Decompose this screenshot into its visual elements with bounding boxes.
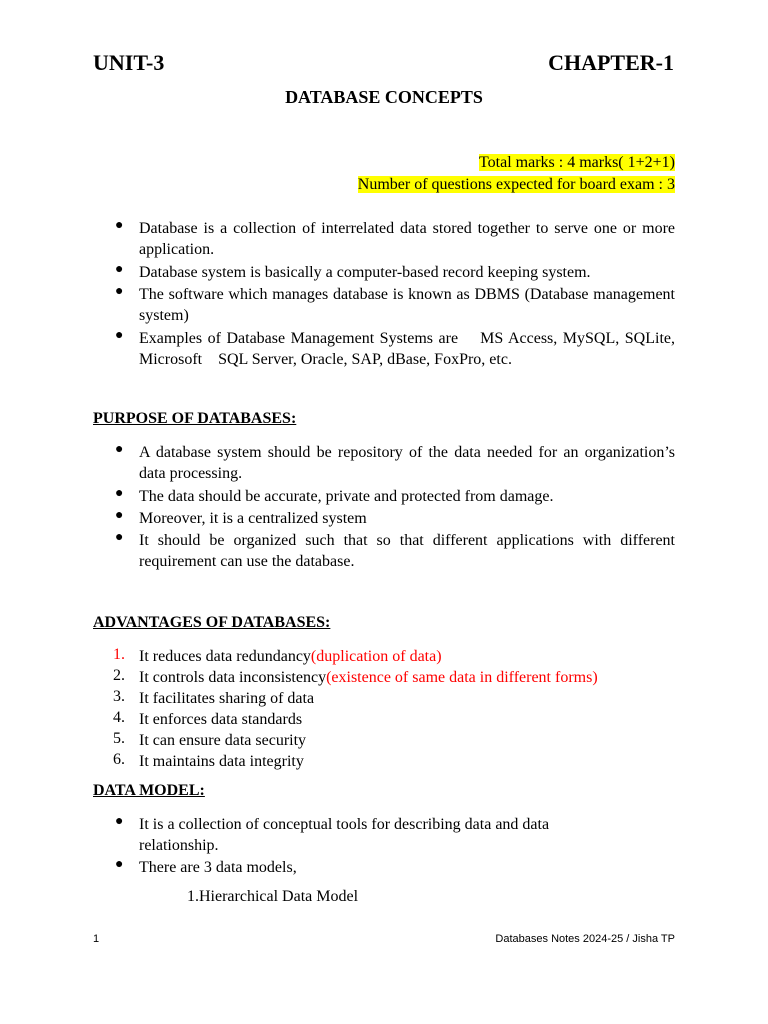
list-item-text: Moreover, it is a centralized system bbox=[139, 510, 367, 527]
footer-note: Databases Notes 2024-25 / Jisha TP bbox=[495, 933, 675, 945]
questions-expected-text: Number of questions expected for board exam : 3 bbox=[357, 176, 675, 193]
list-item-text bbox=[139, 646, 675, 667]
bullet-dot-icon: ● bbox=[115, 218, 124, 233]
bullet-dot-icon: ● bbox=[115, 486, 124, 501]
bullet-dot-icon: ● bbox=[115, 814, 124, 829]
list-item-text: There are 3 data models, bbox=[139, 859, 297, 876]
list-item-number: 4. bbox=[113, 709, 125, 726]
purpose-heading: PURPOSE OF DATABASES: bbox=[93, 410, 297, 427]
data-model-heading: DATA MODEL: bbox=[93, 782, 205, 799]
list-item-number: 2. bbox=[113, 667, 125, 684]
bullet-dot-icon: ● bbox=[115, 284, 124, 299]
bullet-dot-icon: ● bbox=[115, 328, 124, 343]
list-item-text: It enforces data standards bbox=[139, 711, 303, 728]
list-item-number: 5. bbox=[113, 730, 125, 747]
list-item-text: It maintains data integrity bbox=[139, 753, 304, 770]
unit-label: UNIT-3 bbox=[93, 50, 165, 75]
list-item-text: A database system should be repository of the data needed for an organization’s data processing. bbox=[139, 444, 675, 482]
advantages-heading: ADVANTAGES OF DATABASES: bbox=[93, 614, 331, 631]
questions-expected bbox=[358, 176, 675, 194]
list-item-text: The software which manages database is known as DBMS (Database management system) bbox=[139, 286, 675, 324]
advantage-note: (duplication of data) bbox=[310, 648, 442, 665]
chapter-label: CHAPTER-1 bbox=[548, 50, 674, 75]
list-item-text: It is a collection of conceptual tools for describing data and data relationship. bbox=[139, 816, 550, 854]
bullet-dot-icon: ● bbox=[115, 857, 124, 872]
bullet-dot-icon: ● bbox=[115, 508, 124, 523]
list-item-text: It can ensure data security bbox=[139, 732, 307, 749]
list-item-number: 6. bbox=[113, 751, 125, 768]
total-marks-text: Total marks : 4 marks( 1+2+1) bbox=[479, 154, 675, 171]
advantage-text: It controls data inconsistency bbox=[139, 669, 327, 686]
total-marks bbox=[479, 154, 675, 172]
advantage-note: (existence of same data in different forms) bbox=[326, 669, 598, 686]
page-title: DATABASE CONCEPTS bbox=[285, 87, 483, 107]
bullet-dot-icon: ● bbox=[115, 262, 124, 277]
list-item-text: It should be organized such that so that different applications with different requirement can use the database. bbox=[139, 532, 675, 570]
list-item-text: The data should be accurate, private and protected from damage. bbox=[139, 488, 554, 505]
page-number: 1 bbox=[93, 933, 100, 945]
bullet-dot-icon: ● bbox=[115, 530, 124, 545]
advantage-text: It reduces data redundancy bbox=[139, 648, 311, 665]
list-item-text: Examples of Database Management Systems are MS Access, MySQL, SQLite, Microsoft SQL Server, Oracle, SAP, dBase, FoxPro, etc. bbox=[139, 330, 679, 368]
list-item-text: It facilitates sharing of data bbox=[139, 690, 315, 707]
list-item-number: 3. bbox=[113, 688, 125, 705]
list-item-text bbox=[139, 667, 675, 688]
list-item-number: 1. bbox=[113, 646, 125, 663]
bullet-dot-icon: ● bbox=[115, 442, 124, 457]
hierarchical-model-item: 1.Hierarchical Data Model bbox=[187, 888, 359, 905]
list-item-text: Database is a collection of interrelated data stored together to serve one or more application. bbox=[139, 220, 675, 258]
list-item-text: Database system is basically a computer-based record keeping system. bbox=[139, 264, 591, 281]
